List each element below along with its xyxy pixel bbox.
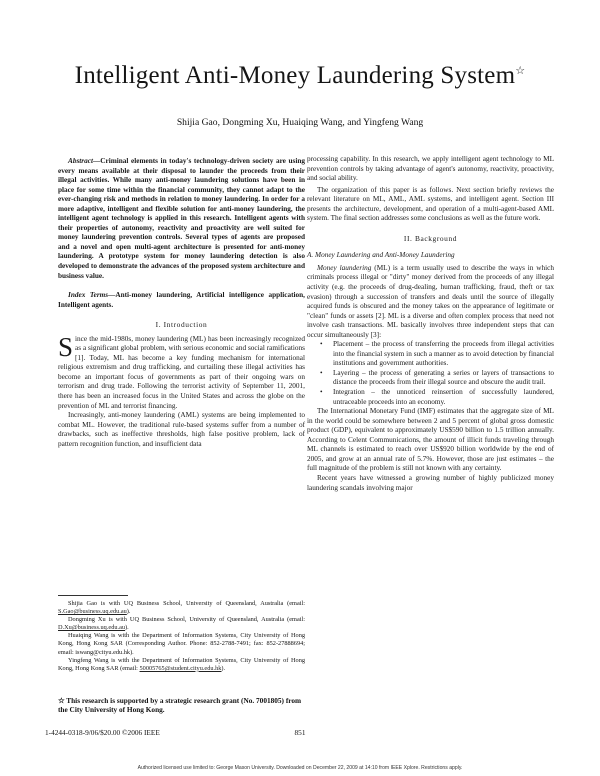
index-terms	[58, 291, 305, 310]
right-paragraph-5: Recent years have witnessed a growing number of highly publicized money laundering scandals involving major	[307, 473, 554, 492]
footnote-wang-h: Huaiqing Wang is with the Department of Information Systems, City University of Hong Kong, Hong Kong SAR (Corresponding Author. Phone: 852-2788-7491; fax: 852-27888694; email: iswang@cityu.edu.hk).	[58, 632, 305, 656]
footnote-wang-y: Yingfeng Wang is with the Department of Information Systems, City University of Hong Kong, Hong Kong SAR (email: 50005765@student.cityu.edu.hk).	[58, 656, 305, 672]
footnote-rule	[58, 595, 128, 596]
intro-paragraph-1	[58, 331, 305, 411]
ml-steps-list	[307, 340, 554, 407]
ml-term: Money laundering	[317, 263, 372, 272]
index-terms-body: —Anti-money laundering, Artificial intelligence application, Intelligent agents.	[58, 291, 305, 309]
right-paragraph-2: The organization of this paper is as follows. Next section briefly reviews the relevant literature on ML, AML, AML systems, and intelligent agent. Section III presents the architecture, development, and operation of a multi-agent-based AML system. The final section addresses some conclusions as well as the future work.	[307, 185, 554, 223]
abstract-body: —Criminal elements in today's technology-driven society are using every means available at their disposal to launder the proceeds from their illegal activities. While many anti-money laundering solutions have been in place for some time within the financial community, they cannot adapt to the ever-changing risk and methods in relation to money laundering. In order for a more adaptive, intelligent and flexible solution for anti-money laundering, the intelligent agent technology is applied in this research. Intelligent agents with their properties of autonomy, reactivity and proactivity are well suited for money laundering prevention controls. Several types of agents are proposed and a novel and open multi-agent architecture is presented for anti-money laundering. A prototype system for money laundering detection is also developed to demonstrate the advances of the proposed system architecture and business value.	[58, 157, 305, 280]
paper-title	[0, 62, 600, 90]
title-text: Intelligent Anti-Money Laundering System	[74, 62, 516, 89]
intro-heading: I. Introduction	[155, 320, 208, 330]
subsection-a-heading: A. Money Laundering and Anti-Money Laundering	[307, 251, 455, 260]
right-paragraph-1: processing capability. In this research, we apply intelligent agent technology to ML prevention controls by taking advantage of agent's autonomy, reactivity, proactivity, and social ability.	[307, 155, 554, 183]
funding-mark: ☆	[58, 696, 65, 705]
email-link-xu[interactable]: D.Xu@business.uq.edu.au	[58, 624, 126, 632]
email-link-wang-y[interactable]: 50005765@student.cityu.edu.hk	[139, 664, 222, 672]
intro-paragraph-2: Increasingly, anti-money laundering (AML) systems are being implemented to combat ML. However, the traditional rule-based systems suffer from a number of drawbacks, such as ineffective thresholds, high false positive problem, lack of pattern recognition function, and insufficient data	[58, 411, 305, 448]
right-paragraph-4: The International Monetary Fund (IMF) estimates that the aggregate size of ML in the world could be somewhere between 2 and 5 percent of global gross domestic product (GDP), equivalent to approximately US$590 billion to 1.5 trillion annually. According to Celent Communications, the amount of illicit funds traveling through ML channels is estimated to reach over US$920 billion worldwide by the end of 2005, and grow at an annual rate of 5.7%. However, those are just estimates – the full magnitude of the problem is still not known with any certainty.	[307, 407, 554, 473]
page-number: 851	[294, 728, 306, 737]
author-list: Shijia Gao, Dongming Xu, Huaiqing Wang, and Yingfeng Wang	[176, 117, 424, 128]
list-item-integration: • Integration – the unnoticed reinsertion of successfully laundered, untraceable proceeds into an economy.	[333, 388, 554, 407]
email-link-gao[interactable]: S.Gao@business.uq.edu.au	[58, 608, 127, 616]
footnote-xu: Dongming Xu is with UQ Business School, University of Queensland, Australia (email: D.Xu@business.uq.edu.au).	[58, 616, 305, 632]
funding-text: This research is supported by a strategic research grant (No. 7001805) from the City University of Hong Kong.	[58, 696, 302, 715]
left-column	[58, 157, 305, 449]
footnotes	[58, 600, 305, 673]
footnote-gao: Shijia Gao is with UQ Business School, University of Queensland, Australia (email: S.Gao@business.uq.edu.au).	[58, 600, 305, 616]
list-item-layering: • Layering – the process of generating a series or layers of transactions to distance the proceeds from their illegal source and obscure the audit trail.	[333, 369, 554, 388]
title-footnote-mark: ☆	[515, 65, 526, 77]
right-paragraph-3-text: (ML) is a term usually used to describe the ways in which criminals process illegal or "dirty" money derived from the proceeds of any illegal activity (e.g. the proceeds of drug-dealing, human trafficking, fraud, theft or tax evasion) through a succession of transfers and deals until the source of illegally acquired funds is obscured and the money takes on the appearance of legitimate or "clean" funds or assets [2]. ML is a diverse and often complex process that need not involve cash transactions. ML basically involves three independent steps that can occur simultaneously [3]:	[307, 263, 555, 339]
intro-dropcap: S	[58, 331, 74, 362]
abstract	[58, 157, 305, 281]
list-item-placement: • Placement – the process of transferring the proceeds from illegal activities into the financial system in such a manner as to avoid detection by financial institutions and government authorities.	[333, 340, 554, 369]
license-notice: Authorized licensed use limited to: George Mason University. Downloaded on December 22, 2009 at 14:10 from IEEE Xplore. Restrictions apply.	[137, 765, 463, 771]
isbn-line: 1-4244-0318-9/06/$20.00 ©2006 IEEE	[45, 728, 160, 737]
abstract-lead: Abstract	[68, 157, 93, 165]
funding-note	[58, 696, 305, 715]
right-column	[307, 155, 554, 493]
right-paragraph-3	[307, 264, 554, 340]
intro-paragraph-1-text: ince the mid-1980s, money laundering (ML) has been increasingly recognized as a significant global problem, with serious economic and social ramifications [1]. Today, ML has become a key funding mechanism for international religious extremism and drug trafficking, and curtailing these illegal activities has become an important focus of governments as part of their ongoing wars on terrorism and drug trade. Following the terrorist activity of September 11, 2001, there has been an increased focus in the United States and across the globe on the prevention of ML and terrorist financing.	[58, 334, 305, 410]
background-heading: II. Background	[403, 233, 458, 243]
index-terms-lead: Index Terms	[68, 291, 109, 300]
